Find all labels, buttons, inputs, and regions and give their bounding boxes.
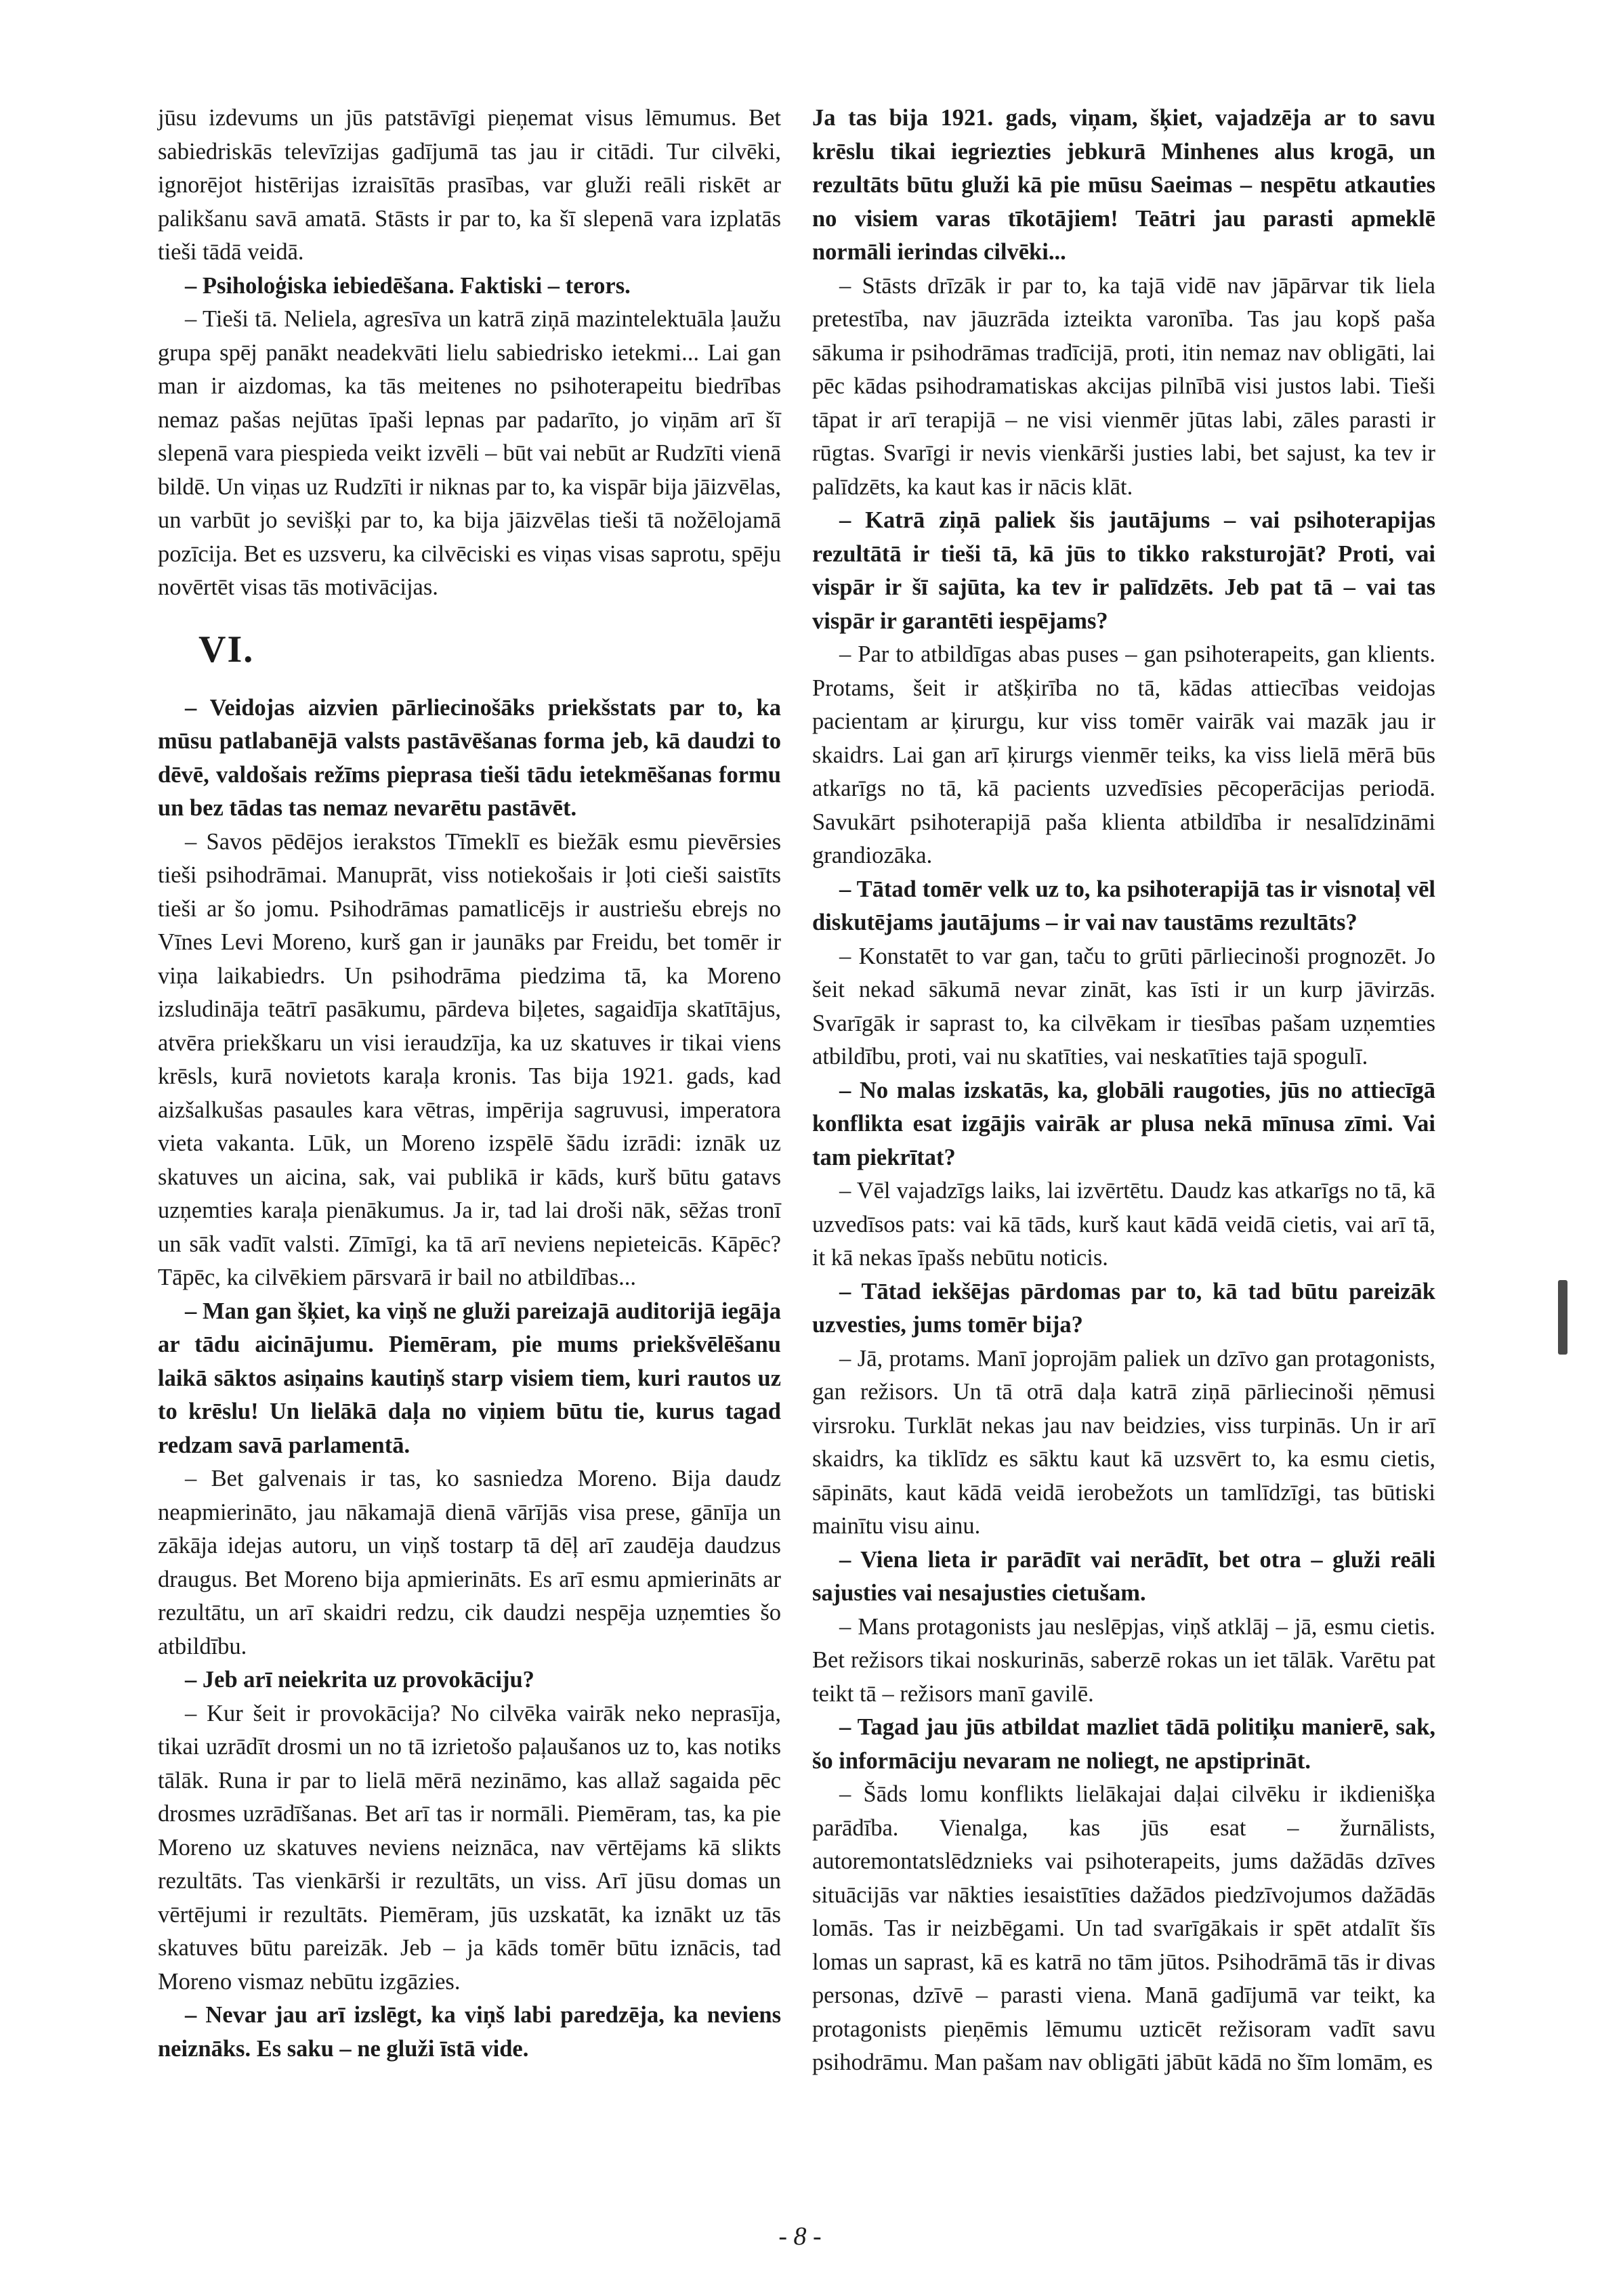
interview-question: – Jeb arī neiekrita uz provokāciju? bbox=[185, 1667, 534, 1693]
interview-answer: – Savos pēdējos ierakstos Tīmeklī es biežāk esmu pievērsies tieši psihodrāmai. Manuprāt, viss notiekošais ir ļoti cieši saistīts tieši ar šo jomu. Psihodrāmas pamatlicējs ir austriešu ebrejs no Vīnes Levi Moreno, kurš gan ir jaunāks par Freidu, bet tomēr ir viņa laikabiedrs. Un psihodrāma piedzima tā, ka Moreno izsludināja teātrī pasākumu, pārdeva biļetes, sagaidīja skatītājus, atvēra priekškaru un visi ieraudzīja, ka uz skatuves ir tikai viens krēsls, kurā novietots karaļa kronis. Tas bija 1921. gads, kad aizšalkušas pasaules kara vētras, impērija sagruvusi, imperatora vieta vakanta. Lūk, un Moreno izspēlē šādu izrādi: iznāk uz skatuves un aicina, sak, vai publikā ir kāds, kurš būtu gatavs uzņemties karaļa pienākumus. Ja ir, tad lai droši nāk, sēžas tronī un sāk vadīt valsti. Zīmīgi, ka tā arī neviens nepieteicās. Kāpēc? Tāpēc, ka cilvēkiem pārsvarā ir bail no atbildības... bbox=[158, 828, 781, 1290]
page-number: - 8 - bbox=[778, 2222, 822, 2251]
interview-answer: – Vēl vajadzīgs laiks, lai izvērtētu. Daudz kas atkarīgs no tā, kā uzvedīsos pats: vai kā tāds, kurš kaut kādā veidā cietis, vai arī tā, it kā nekas īpašs nebūtu noticis. bbox=[812, 1178, 1435, 1271]
interview-answer: jūsu izdevums un jūs patstāvīgi pieņemat visus lēmumus. Bet sabiedriskās televīzijas gadījumā tas jau ir citādi. Tur cilvēki, ignorējot histērijas izraisītās prasības, var gluži reāli riskēt ar palikšanu savā amatā. Stāsts ir par to, ka šī slepenā vara izplatās tieši tādā veidā. bbox=[158, 105, 781, 265]
interview-question: Ja tas bija 1921. gads, viņam, šķiet, vajadzēja ar to savu krēslu tikai iegriezties jebkurā Minhenes alus krogā, un rezultāts būtu gluži kā pie mūsu Saeimas – nespētu atkauties no visiem varas tīkotājiem! Teātri jau parasti apmeklē normāli ierindas cilvēki... bbox=[812, 105, 1435, 265]
scan-edge-mark bbox=[1558, 1280, 1567, 1355]
interview-question: – Tātad tomēr velk uz to, ka psihoterapijā tas ir visnotaļ vēl diskutējams jautājums – ir vai nav taustāms rezultāts? bbox=[812, 876, 1435, 935]
interview-answer: – Bet galvenais ir tas, ko sasniedza Moreno. Bija daudz neapmierināto, jau nākamajā dienā vārījās visa prese, gānīja un zākāja idejas autoru, un viņš tostarp tā dēļ arī zaudēja daudzus draugus. Bet Moreno bija apmierināts. Es arī esmu apmierināts ar rezultātu, un arī skaidri redzu, cik daudzi nespēja uzņemties šo atbildību. bbox=[158, 1466, 781, 1659]
interview-question: – Tagad jau jūs atbildat mazliet tādā politiķu manierē, sak, šo informāciju nevaram ne noliegt, ne apstiprināt. bbox=[812, 1714, 1435, 1774]
interview-question: – Nevar jau arī izslēgt, ka viņš labi paredzēja, ka neviens neiznāks. Es saku – ne gluži īstā vide. bbox=[158, 2002, 781, 2062]
interview-question: – Katrā ziņā paliek šis jautājums – vai psihoterapijas rezultātā ir tieši tā, kā jūs to tikko raksturojāt? Proti, vai vispār ir šī sajūta, ka tev ir palīdzēts. Jeb pat tā – vai tas vispār ir garantēti iespējams? bbox=[812, 507, 1435, 634]
interview-question: – Veidojas aizvien pārliecinošāks priekšstats par to, ka mūsu patlabanējā valsts pastāvēšanas forma jeb, kā daudzi to dēvē, valdošais režīms pieprasa tieši tādu ietekmēšanas formu un bez tādas tas nemaz nevarētu pastāvēt. bbox=[158, 694, 781, 821]
interview-answer: – Jā, protams. Manī joprojām paliek un dzīvo gan protagonists, gan režisors. Un tā otrā daļa katrā ziņā pārliecinoši ņēmusi virsroku. Turklāt nekas jau nav beidzies, viss turpinās. Un ir arī skaidrs, ka tiklīdz es sāktu kaut kā uzsvērt to, ka esmu cietis, sāpināts, kaut kādā veidā ierobežots un tamlīdzīgi, tas būtiski mainītu visu ainu. bbox=[812, 1345, 1435, 1539]
interview-question: – No malas izskatās, ka, globāli raugoties, jūs no attiecīgā konflikta esat izgājis vairāk ar plusa nekā mīnusa zīmi. Vai tam piekrītat? bbox=[812, 1077, 1435, 1170]
interview-answer: – Mans protagonists jau neslēpjas, viņš atklāj – jā, esmu cietis. Bet režisors tikai noskurinās, saberzē rokas un iet tālāk. Varētu pat teikt tā – režisors manī gavilē. bbox=[812, 1613, 1435, 1707]
interview-answer: – Stāsts drīzāk ir par to, ka tajā vidē nav jāpārvar tik liela pretestība, nav jāuzrāda izteikta varonība. Tas jau kopš paša sākuma ir psihodrāmas tradīcijā, proti, itin nemaz nav obligāti, lai pēc kādas psihodramatiskas akcijas pilnībā visi justos labi. Tieši tāpat ir arī terapijā – ne visi vienmēr jūtas labi, zāles parasti ir rūgtas. Svarīgi ir nevis vienkārši justies labi, bet sajust, ka tev ir palīdzēts, ka kaut kas ir nācis klāt. bbox=[812, 272, 1435, 500]
interview-answer: – Tieši tā. Neliela, agresīva un katrā ziņā mazintelektuāla ļaužu grupa spēj panākt neadekvāti lielu sabiedrisko ietekmi... Lai gan man ir aizdomas, ka tās meitenes no psihoterapeitu biedrības nemaz pašas nejūtas īpaši lepnas par padarīto, jo viņām arī šī slepenā vara piespieda veikt izvēli – būt vai nebūt ar Rudzīti vienā bildē. Un viņas uz Rudzīti ir niknas par to, ka vispār bija jāizvēlas, un varbūt jo sevišķi par to, ka bija jāizvēlas tieši tā nožēlojamā pozīcija. Bet es uzsveru, ka cilvēciski es viņas visas saprotu, spēju novērtēt visas tās motivācijas. bbox=[158, 306, 781, 600]
interview-question: – Man gan šķiet, ka viņš ne gluži pareizajā auditorijā iegāja ar tādu aicinājumu. Piemēram, pie mums priekšvēlēšanu laikā sāktos asiņains kautiņš starp visiem tiem, kuri rautos uz to krēslu! Un lielākā daļa no viņiem būtu tie, kurus tagad redzam savā parlamentā. bbox=[158, 1298, 781, 1458]
interview-question: – Psiholoģiska iebiedēšana. Faktiski – terors. bbox=[185, 272, 631, 299]
interview-answer: – Šāds lomu konflikts lielākajai daļai cilvēku ir ikdienišķa parādība. Vienalga, kas jūs esat – žurnālists, autoremontatslēdznieks vai psihoterapeits, jums dažādās dzīves situācijās var nākties iesaistīties dažādos piedzīvojumos dažādās lomās. Tas ir neizbēgami. Un tad svarīgākais ir spēt atdalīt šīs lomas un saprast, kā es katrā no tām jūtos. Psihodrāmā tās ir divas personas, dzīvē – parasti viena. Manā gadījumā var teikt, ka protagonists pieņēmis lēmumu uzticēt režisoram vadīt savu psihodrāmu. Man pašam nav obligāti jābūt kādā no šīm lomām, es bbox=[812, 1781, 1435, 2075]
interview-question: – Viena lieta ir parādīt vai nerādīt, bet otra – gluži reāli sajusties vai nesajusties cietušam. bbox=[812, 1546, 1435, 1606]
left-column bbox=[158, 102, 781, 2066]
interview-answer: – Kur šeit ir provokācija? No cilvēka vairāk neko neprasīja, tikai uzrādīt drosmi un no tā izrietošo paļaušanos uz to, kas notiks tālāk. Runa ir par to lielā mērā nezināmo, kas allaž sagaida pēc drosmes uzrādīšanas. Bet arī tas ir normāli. Piemēram, tas, ka pie Moreno uz skatuves neviens neiznāca, nav vērtējams kā slikts rezultāts. Tas vienkārši ir rezultāts, un viss. Arī jūsu domas un vērtējumi ir rezultāts. Piemēram, jūs uzskatāt, ka iznākt uz tās skatuves būtu pareizāk. Jeb – ja kāds tomēr būtu iznācis, tad Moreno vismaz nebūtu izgāzies. bbox=[158, 1700, 781, 1995]
right-column bbox=[812, 102, 1435, 2080]
interview-answer: – Konstatēt to var gan, taču to grūti pārliecinoši prognozēt. Jo šeit nekad sākumā nevar zināt, kas īsti ir un kurp jāvirzās. Svarīgāk ir saprast to, ka cilvēkam ir tiesības pašam uzņemties atbildību, proti, vai nu skatīties, vai neskatīties tajā spogulī. bbox=[812, 943, 1435, 1069]
interview-answer: – Par to atbildīgas abas puses – gan psihoterapeits, gan klients. Protams, šeit ir atšķirība no tā, kādas attiecības veidojas pacientam ar ķirurgu, kur viss tomēr vairāk vai mazāk jau ir skaidrs. Lai gan arī ķirurgs vienmēr teiks, ka viss lielā mērā būs atkarīgs no tā, kā pacients uzvedīsies pēcoperācijas periodā. Savukārt psihoterapijā paša klienta atbildība ir nesalīdzināmi grandiozāka. bbox=[812, 641, 1435, 868]
section-heading: VI. bbox=[198, 628, 255, 671]
interview-question: – Tātad iekšējas pārdomas par to, kā tad būtu pareizāk uzvesties, jums tomēr bija? bbox=[812, 1278, 1435, 1338]
